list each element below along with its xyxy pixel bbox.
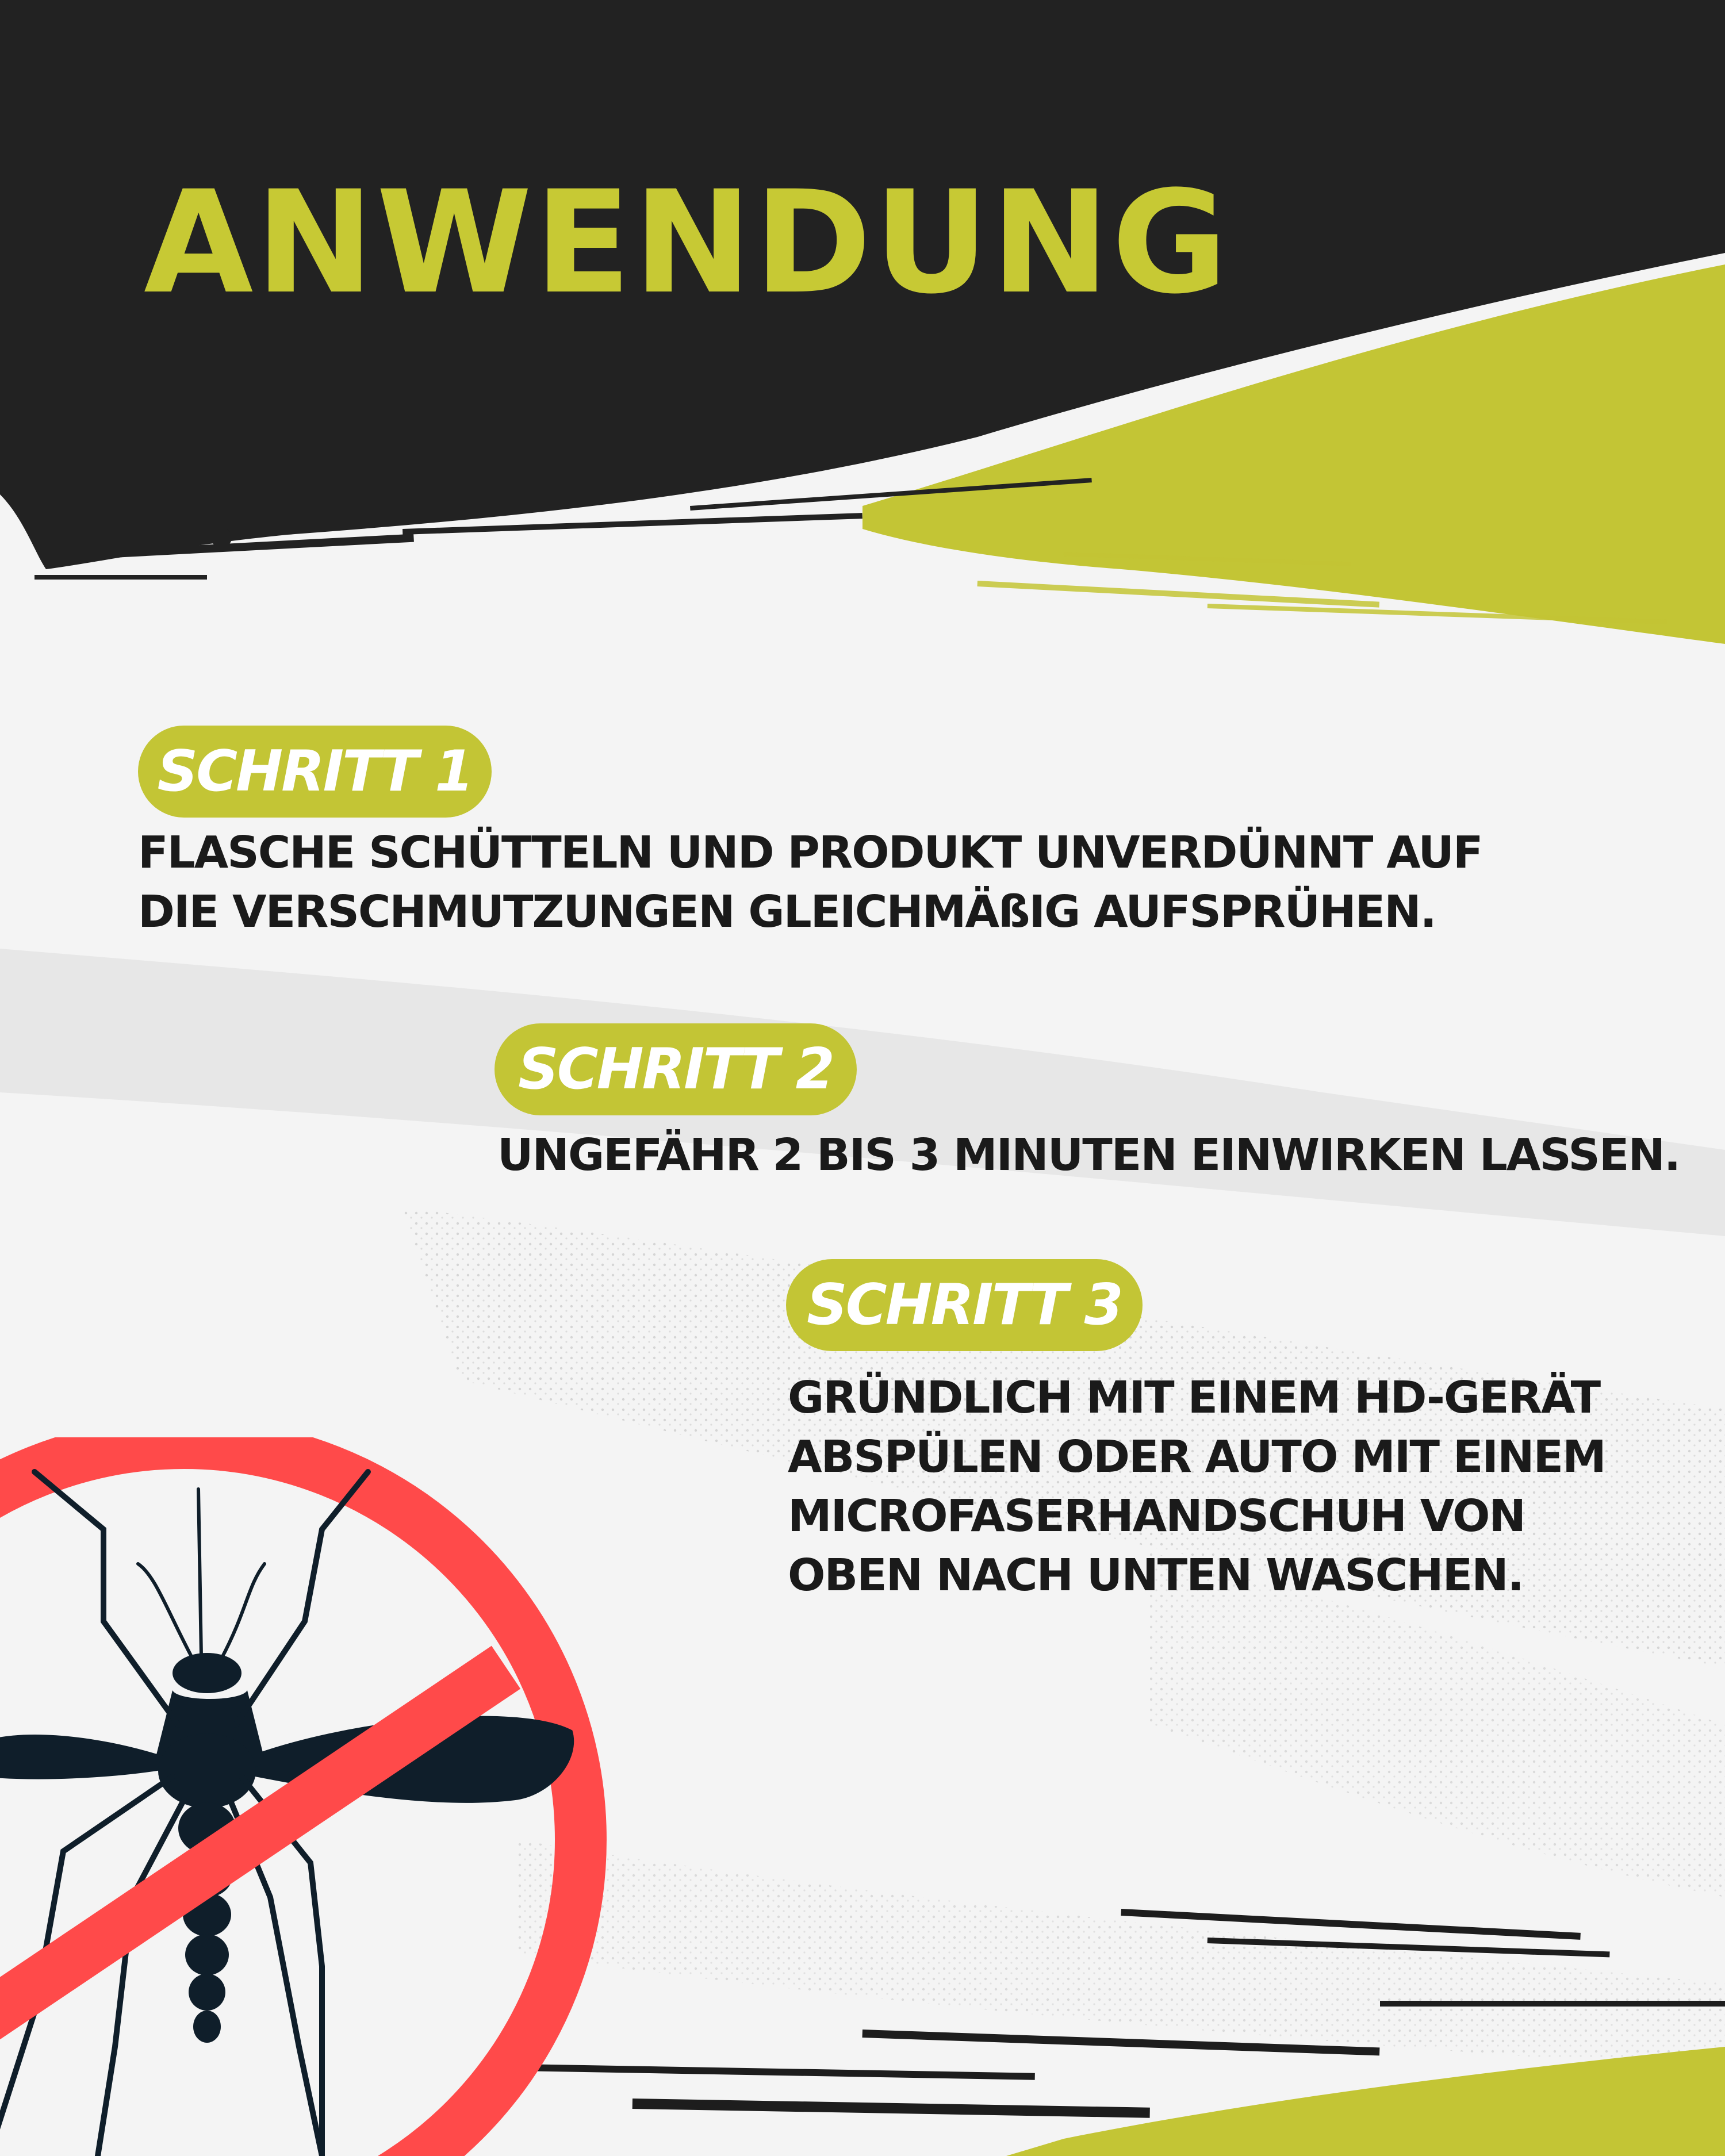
- step-2-badge: SCHRITT 2: [494, 1023, 857, 1115]
- step-3-line: OBEN NACH UNTEN WASCHEN.: [788, 1550, 1523, 1601]
- page-title: ANWENDUNG: [144, 161, 1230, 325]
- step-1-badge: SCHRITT 1: [138, 726, 492, 818]
- step-3-text: [788, 1368, 1605, 1605]
- step-3-line: ABSPÜLEN ODER AUTO MIT EINEM: [788, 1432, 1605, 1483]
- step-1-line: FLASCHE SCHÜTTELN UND PRODUKT UNVERDÜNNT AUF: [138, 827, 1482, 878]
- step-3-badge: SCHRITT 3: [786, 1259, 1143, 1351]
- step-2-line: UNGEFÄHR 2 BIS 3 MINUTEN EINWIRKEN LASSEN.: [497, 1130, 1680, 1181]
- step-3-line: GRÜNDLICH MIT EINEM HD-GERÄT: [788, 1372, 1600, 1424]
- step-1-text: [138, 823, 1482, 942]
- step-2-text: [497, 1126, 1680, 1185]
- no-mosquito-icon: [0, 1437, 632, 2156]
- step-1-line: DIE VERSCHMUTZUNGEN GLEICHMÄßIG AUFSPRÜHEN.: [138, 887, 1436, 938]
- step-3-line: MICROFASERHANDSCHUH VON: [788, 1491, 1525, 1542]
